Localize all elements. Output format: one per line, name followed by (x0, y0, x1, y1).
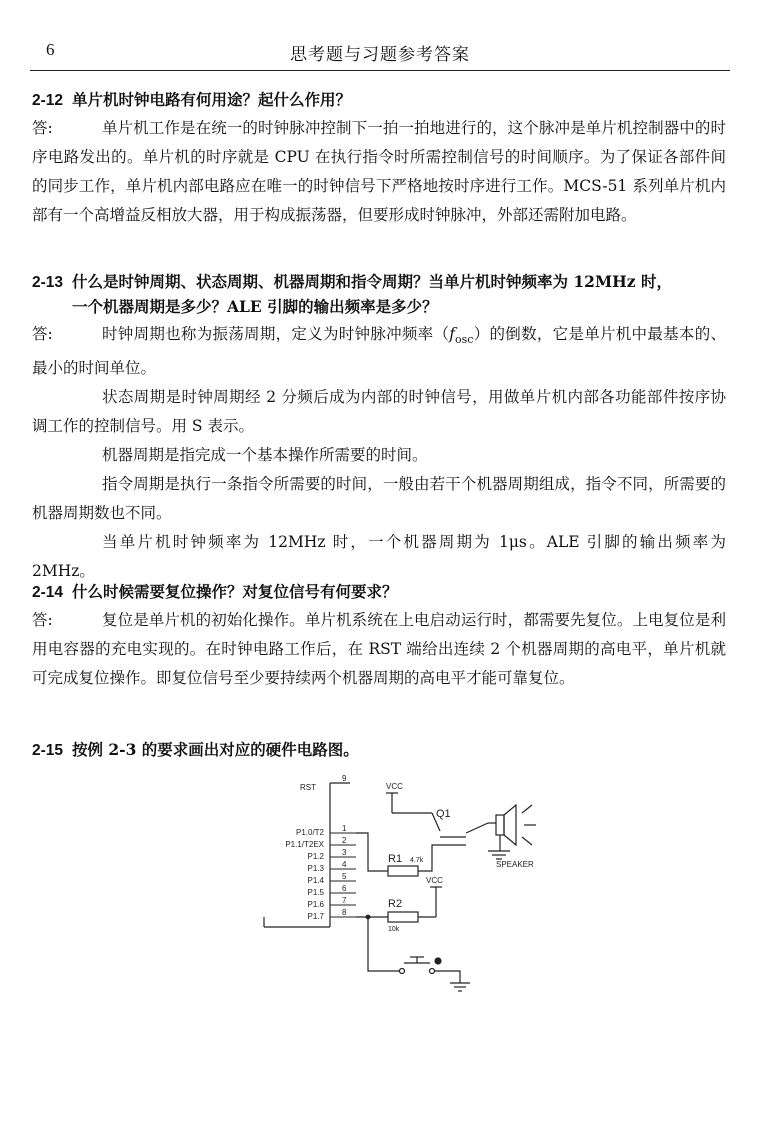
answer-2-14 (32, 606, 726, 693)
pin-number: 7 (342, 896, 347, 905)
question-2-15-title (32, 738, 732, 763)
pin-number: 5 (342, 872, 347, 881)
question-number: 2-14 (32, 584, 64, 601)
question-2-14-title (32, 580, 732, 605)
speaker-label: SPEAKER (496, 860, 534, 869)
q1-label: Q1 (436, 808, 451, 820)
vcc-label-2: VCC (426, 876, 443, 885)
page-number: 6 (46, 40, 55, 59)
pin-number: 4 (342, 860, 347, 869)
hardware-circuit-diagram (260, 775, 560, 1005)
port-labels (285, 828, 324, 921)
question-number: 2-13 (32, 274, 64, 291)
answer-2-13 (32, 320, 726, 586)
answer-label: 答: (32, 119, 53, 137)
book-title: 思考题与习题参考答案 (290, 45, 470, 65)
question-text: 什么是时钟周期、状态周期、机器周期和指令周期？当单片机时钟频率为 12MHz 时， (72, 272, 672, 291)
rst-pin: 9 (342, 775, 347, 783)
port-label: P1.3 (307, 864, 324, 873)
speaker-icon (488, 805, 536, 859)
answer-paragraph: 单片机工作是在统一的时钟脉冲控制下一拍一拍地进行的，这个脉冲是单片机控制器中的时序电路发出的。单片机的时序就是 CPU 在执行指令时所需控制信号的时间顺序。为了保证各部件间的同步工作，单片机内部电路应在唯一的时钟信号下严格地按时序进行工作。MCS-51 系列单片机内部有一个高增益反相放大器，用于构成振荡器，但要形成时钟脉冲，外部还需附加电路。 (32, 119, 726, 224)
port-label: P1.2 (307, 852, 324, 861)
port-label: P1.4 (307, 876, 324, 885)
answer-paragraph: 时钟周期也称为振荡周期，定义为时钟脉冲频率$(f_{osc})$的倒数，它是单片机中最基本的、最小的时间单位。 (32, 325, 726, 378)
answer-paragraph: 状态周期是时钟周期经 2 分频后成为内部的时钟信号，用做单片机内部各功能部件按序协调工作的控制信号。用 S 表示。 (32, 388, 726, 436)
r2-label: R2 (388, 898, 403, 910)
question-text: 单片机时钟电路有何用途？起什么作用？ (72, 90, 352, 109)
page-header (30, 36, 730, 71)
pin-number: 1 (342, 824, 347, 833)
question-2-12-title (32, 88, 732, 113)
port-label: P1.1/T2EX (285, 840, 324, 849)
answer-label: 答: (32, 325, 53, 343)
port-label: P1.7 (307, 912, 324, 921)
answer-label: 答: (32, 611, 53, 629)
question-2-13-title (32, 270, 732, 319)
vcc-label: VCC (386, 782, 403, 791)
pin-numbers (342, 824, 347, 917)
port-label: P1.5 (307, 888, 324, 897)
answer-paragraph: 复位是单片机的初始化操作。单片机系统在上电启动运行时，都需要先复位。上电复位是利用电容器的充电实现的。在时钟电路工作后，在 RST 端给出连续 2 个机器周期的高电平，单片机就可完成复位操作。即复位信号至少要持续两个机器周期的高电平才能可靠复位。 (32, 611, 726, 687)
r1-value: 4.7k (410, 857, 424, 864)
question-text: 按例 2-3 的要求画出对应的硬件电路图。 (72, 740, 359, 759)
question-number: 2-15 (32, 742, 64, 759)
pin-number: 2 (342, 836, 347, 845)
answer-2-12 (32, 114, 726, 230)
answer-paragraph: 当单片机时钟频率为 12MHz 时，一个机器周期为 1μs。ALE 引脚的输出频率为 2MHz。 (32, 533, 726, 581)
answer-paragraph: 指令周期是执行一条指令所需要的时间，一般由若干个机器周期组成，指令不同，所需要的机器周期数也不同。 (32, 475, 726, 523)
question-text: 什么时候需要复位操作？对复位信号有何要求？ (72, 582, 398, 601)
pin-number: 6 (342, 884, 347, 893)
rst-label: RST (300, 783, 316, 792)
question-number: 2-12 (32, 92, 64, 109)
port-label: P1.6 (307, 900, 324, 909)
reset-switch (368, 917, 470, 991)
pin-number: 3 (342, 848, 347, 857)
r2-value: 10k (388, 926, 400, 933)
question-text-continued: 一个机器周期是多少？ALE 引脚的输出频率是多少？ (72, 297, 438, 316)
answer-paragraph: 机器周期是指完成一个基本操作所需要的时间。 (102, 446, 428, 465)
f-osc-symbol: $f_{osc}$ (449, 325, 474, 347)
pin-number: 8 (342, 908, 347, 917)
port-label: P1.0/T2 (295, 828, 324, 837)
r1-label: R1 (388, 853, 403, 865)
